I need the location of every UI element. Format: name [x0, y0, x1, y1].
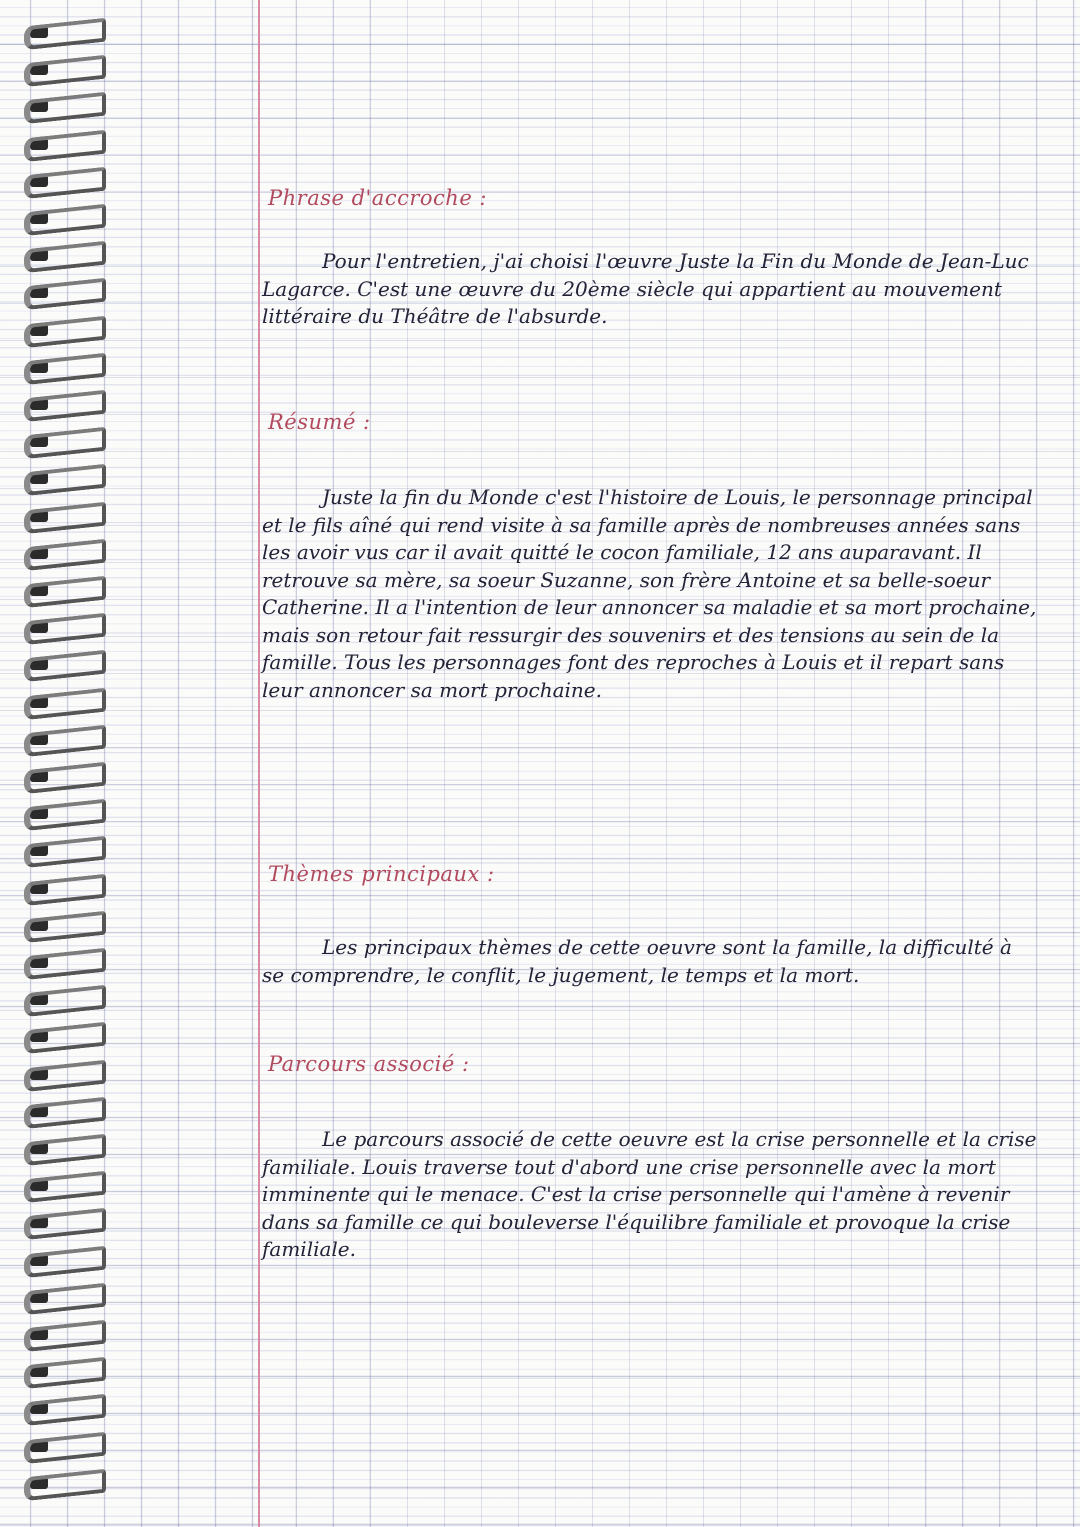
binding-coil	[24, 1208, 106, 1241]
paragraph-accroche: Pour l'entretien, j'ai choisi l'œuvre Juste la Fin du Monde de Jean-Luc Lagarce. C'est une œuvre du 20ème siècle qui appartient au mouvement littéraire du Théâtre de l'absurde.	[262, 249, 1029, 328]
binding-coil	[24, 501, 106, 534]
binding-coil	[24, 278, 106, 311]
binding-coil	[24, 18, 106, 51]
binding-coil	[24, 1282, 106, 1315]
binding-coil	[24, 1394, 106, 1427]
binding-coil	[24, 910, 106, 943]
binding-coil	[24, 204, 106, 237]
paragraph-themes: Les principaux thèmes de cette oeuvre sont la famille, la difficulté à se comprendre, le conflit, le jugement, le temps et la mort.	[262, 935, 1012, 987]
binding-coil	[24, 836, 106, 869]
paragraph-parcours: Le parcours associé de cette oeuvre est la crise personnelle et la crise familiale. Louis traverse tout d'abord une crise personnelle avec la mort imminente qui le menace. C'est la crise personnelle qui l'amène à revenir dans sa famille ce qui bouleverse l'équilibre familiale et provoque la crise familiale.	[262, 1127, 1037, 1261]
binding-coil	[24, 1468, 106, 1501]
binding-coil	[24, 1096, 106, 1129]
binding-coil	[24, 1059, 106, 1092]
binding-coil	[24, 464, 106, 497]
binding-coil	[24, 166, 106, 199]
heading-accroche: Phrase d'accroche :	[268, 186, 487, 210]
notes-content	[262, 0, 1052, 1527]
binding-coil	[24, 873, 106, 906]
binding-coil	[24, 55, 106, 88]
binding-coil	[24, 687, 106, 720]
binding-coil	[24, 1171, 106, 1204]
heading-themes: Thèmes principaux :	[268, 862, 495, 886]
binding-coil	[24, 1245, 106, 1278]
binding-coil	[24, 390, 106, 423]
binding-coil	[24, 1134, 106, 1167]
binding-coil	[24, 948, 106, 981]
binding-coil	[24, 985, 106, 1018]
binding-coil	[24, 724, 106, 757]
spiral-binding-icon	[0, 0, 110, 1527]
binding-coil	[24, 1320, 106, 1353]
binding-coil	[24, 799, 106, 832]
binding-coil	[24, 613, 106, 646]
binding-coil	[24, 538, 106, 571]
binding-coil	[24, 576, 106, 609]
binding-coil	[24, 1357, 106, 1390]
heading-parcours: Parcours associé :	[268, 1052, 470, 1076]
binding-coil	[24, 92, 106, 125]
binding-coil	[24, 352, 106, 385]
binding-coil	[24, 315, 106, 348]
binding-coil	[24, 241, 106, 274]
paragraph-resume: Juste la fin du Monde c'est l'histoire de Louis, le personnage principal et le fils aîné qui rend visite à sa famille après de nombreuses années sans les avoir vus car il avait quitté le cocon familiale, 12 ans auparavant. Il retrouve sa mère, sa soeur Suzanne, son frère Antoine et sa belle-soeur Catherine. Il a l'intention de leur annoncer sa maladie et sa mort prochaine, mais son retour fait ressurgir des souvenirs et des tensions au sein de la famille. Tous les personnages font des reproches à Louis et il repart sans leur annoncer sa mort prochaine.	[262, 485, 1037, 702]
margin-line	[258, 0, 260, 1527]
binding-coil	[24, 427, 106, 460]
heading-resume: Résumé :	[268, 410, 371, 434]
binding-coil	[24, 762, 106, 795]
binding-coil	[24, 650, 106, 683]
binding-coil	[24, 129, 106, 162]
binding-coil	[24, 1022, 106, 1055]
binding-coil	[24, 1431, 106, 1464]
